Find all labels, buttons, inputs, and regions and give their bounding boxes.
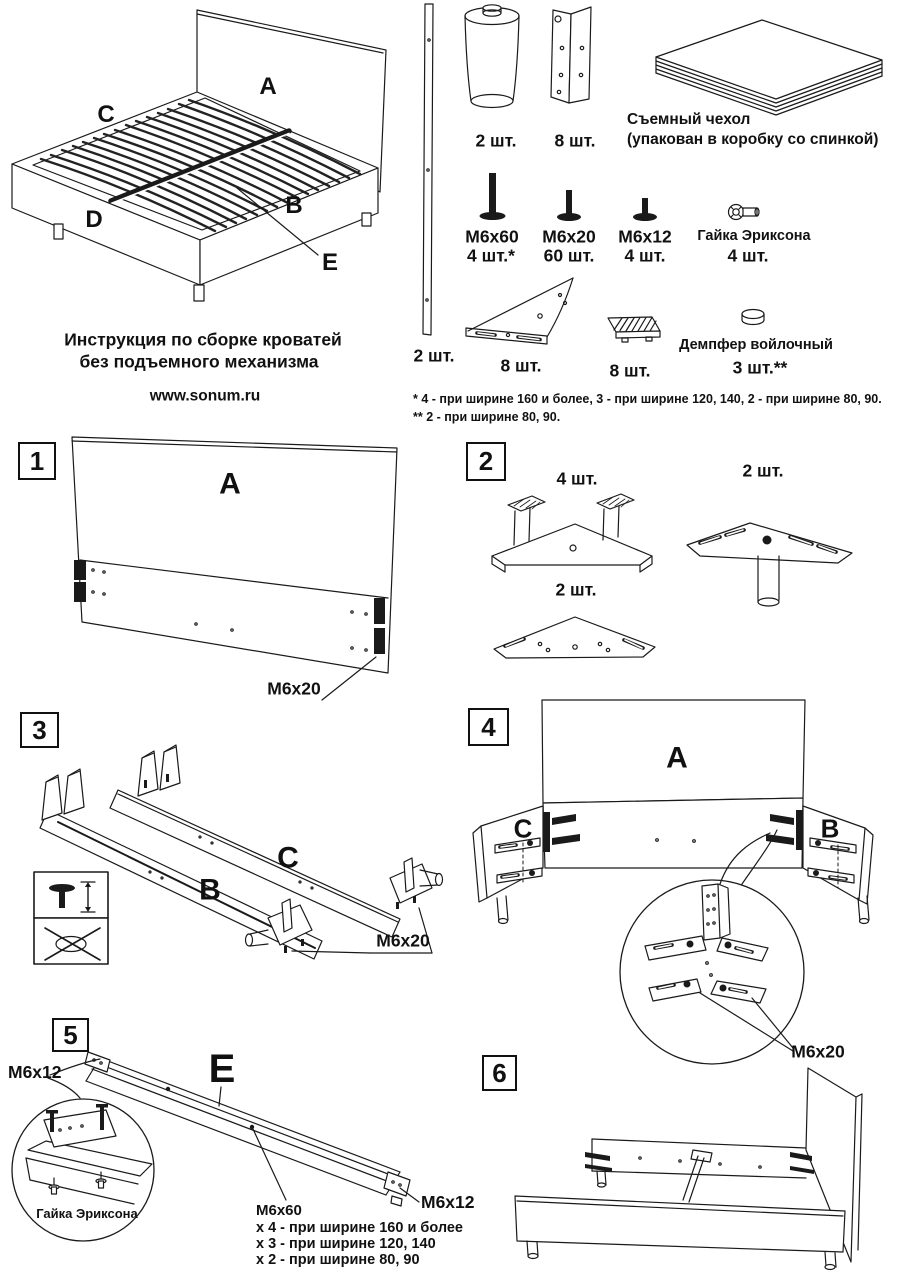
step3-label-b: B [199, 873, 221, 907]
part-latch-drawing [608, 317, 660, 342]
step-4-number: 4 [468, 708, 509, 746]
part-bolt-m6x60-qty: 4 шт.* [467, 245, 515, 266]
footnote-2: ** 2 - при ширине 80, 90. [413, 410, 561, 424]
part-erikson-nut-name: Гайка Эриксона [697, 228, 811, 245]
step5-m6x60-title: М6х60 [256, 1202, 302, 1219]
part-leg-qty: 2 шт. [475, 130, 517, 151]
step4-label-b: B [820, 813, 840, 844]
overview-label-c: C [97, 100, 115, 128]
overview-label-b: B [285, 191, 303, 219]
step-3-number: 3 [20, 712, 59, 748]
part-slat-qty: 2 шт. [413, 345, 455, 366]
step-5-number: 5 [52, 1018, 89, 1052]
part-felt-damper-qty: 3 шт.** [732, 357, 788, 378]
step-2-number: 2 [466, 442, 506, 481]
part-slat-drawing [423, 4, 433, 335]
step1-label-a: A [219, 467, 241, 501]
part-cover-note: (упакован в коробку со спинкой) [627, 131, 879, 148]
part-bolt-m6x12-qty: 4 шт. [624, 245, 666, 266]
step3-label-c: C [277, 841, 299, 875]
step6-frame-drawing [515, 1068, 862, 1270]
step4-callout-m6x20: М6х20 [791, 1041, 845, 1062]
part-felt-damper-drawing [742, 310, 764, 325]
step2-flat-plate-drawing [494, 617, 655, 658]
footnote-1: * 4 - при ширине 160 и более, 3 - при ширине 120, 140, 2 - при ширине 80, 90. [413, 392, 882, 406]
overview-label-d: D [85, 205, 103, 233]
step2-qty-right: 2 шт. [742, 460, 784, 481]
step5-m6x60-line2: х 3 - при ширине 120, 140 [256, 1236, 436, 1252]
part-bolt-m6x12-name: М6х12 [618, 226, 672, 247]
step2-plate-with-dampers-drawing [492, 494, 652, 572]
part-bolt-m6x60-drawing [480, 173, 506, 220]
page-title-line1: Инструкция по сборке кроватей [64, 329, 342, 350]
step2-plate-with-leg-drawing [687, 523, 852, 606]
step4-label-c: C [513, 813, 533, 844]
part-cover-name: Съемный чехол [627, 111, 751, 128]
overview-label-e: E [321, 248, 339, 276]
part-angle-bracket-qty: 8 шт. [500, 355, 542, 376]
step-1-number: 1 [18, 442, 56, 480]
step5-callout-m6x12-left: М6х12 [8, 1062, 62, 1082]
website-url: www.sonum.ru [149, 387, 261, 405]
part-bolt-m6x60-name: М6х60 [465, 226, 519, 247]
step-6-number: 6 [482, 1055, 517, 1091]
step4-label-a: A [666, 741, 688, 775]
step5-m6x60-line3: х 2 - при ширине 80, 90 [256, 1252, 420, 1268]
step5-nut-label: Гайка Эриксона [36, 1205, 138, 1221]
step2-qty-bottom: 2 шт. [555, 579, 597, 600]
page-title-line2: без подъемного механизма [79, 351, 319, 372]
overview-label-a: A [259, 72, 277, 100]
part-felt-damper-name: Демпфер войлочный [679, 337, 833, 354]
part-bolt-m6x12-drawing [633, 198, 657, 221]
part-latch-qty: 8 шт. [609, 360, 651, 381]
part-angle-bracket-drawing [466, 278, 573, 344]
part-bolt-m6x20-qty: 60 шт. [543, 245, 595, 266]
step5-callout-m6x12-right: М6х12 [421, 1192, 475, 1212]
part-erikson-nut-drawing [729, 205, 760, 220]
step2-qty-top: 4 шт. [556, 468, 598, 489]
part-bolt-m6x20-name: М6х20 [542, 226, 596, 247]
part-corner-bracket-qty: 8 шт. [554, 130, 596, 151]
step1-callout-m6x20: М6х20 [267, 678, 321, 699]
step5-label-e: E [208, 1047, 236, 1091]
step5-m6x60-line1: х 4 - при ширине 160 и более [256, 1220, 463, 1236]
part-leg-drawing [465, 5, 519, 108]
part-cover-drawing [656, 20, 882, 115]
step3-inset-icons [34, 872, 108, 964]
step3-callout-m6x20: М6х20 [376, 930, 430, 951]
part-erikson-nut-qty: 4 шт. [727, 245, 769, 266]
part-corner-bracket-drawing [551, 7, 591, 103]
part-bolt-m6x20-drawing [557, 190, 581, 221]
